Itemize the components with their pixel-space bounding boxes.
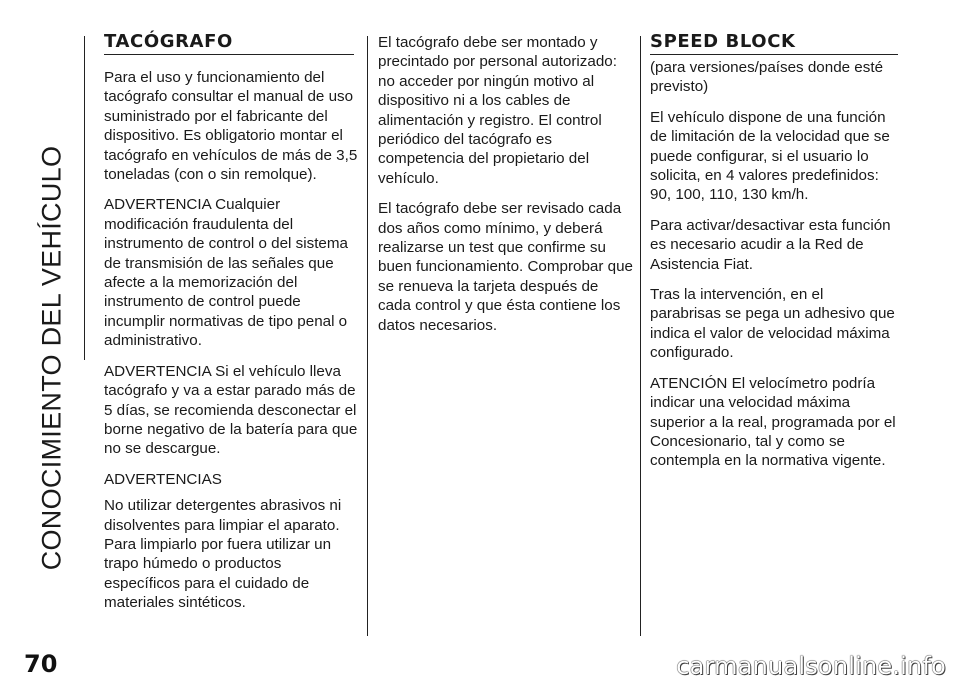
- column-tacografo-continued: [378, 30, 634, 346]
- paragraph: Para activar/desactivar esta función es necesario acudir a la Red de Asistencia Fiat.: [650, 216, 891, 273]
- column-divider-1: [367, 36, 368, 636]
- paragraph: Para el uso y funcionamiento del tacógrafo consultar el manual de uso suministrado por el fabricante del dispositivo. Es obligatorio montar el tacógrafo en vehículos de más de 3,5 toneladas (con o sin remolque).: [104, 69, 358, 184]
- paragraph: ADVERTENCIA Cualquier modificación fraudulenta del instrumento de control o del sistema de transmisión de las señales que afecte a la memorización del instrumento de control puede incumplir normativas de tipo penal o administrativo.: [104, 196, 348, 350]
- paragraph: Tras la intervención, en el parabrisas se pega un adhesivo que indica el valor de velocidad máxima configurado.: [650, 286, 895, 362]
- paragraph: ADVERTENCIA Si el vehículo lleva tacógrafo y va a estar parado más de 5 días, se recomienda desconectar el borne negativo de la batería para que no se descargue.: [104, 362, 358, 458]
- column-divider-2: [640, 36, 641, 636]
- paragraph: (para versiones/países donde esté previsto): [650, 59, 884, 96]
- paragraph: ATENCIÓN El velocímetro podría indicar una velocidad máxima superior a la real, programada por el Concesionario, tal y como se contempla en la normativa vigente.: [650, 374, 896, 470]
- section-title-tacografo: TACÓGRAFO: [104, 30, 354, 55]
- paragraph: No utilizar detergentes abrasivos ni disolventes para limpiar el aparato. Para limpiarlo por fuera utilizar un trapo húmedo o productos específicos para el cuidado de materiales sintéticos.: [104, 497, 342, 612]
- side-divider: [84, 36, 85, 360]
- watermark: carmanualsonline.info: [676, 652, 946, 680]
- paragraph: El vehículo dispone de una función de limitación de la velocidad que se puede configurar, si el usuario lo solicita, en 4 valores predefinidos: 90, 100, 110, 130 km/h.: [650, 108, 890, 204]
- page-number: 70: [24, 650, 58, 678]
- chapter-side-title-text: CONOCIMIENTO DEL VEHÍCULO: [36, 145, 67, 571]
- column-speed-block: [650, 30, 898, 482]
- paragraph: El tacógrafo debe ser montado y precintado por personal autorizado: no acceder por ningún motivo al dispositivo ni a los cables de alimentación y registro. El control periódico del tacógrafo es competencia del propietario del vehículo.: [378, 34, 617, 187]
- paragraph: ADVERTENCIAS: [104, 470, 222, 488]
- section-title-speed-block: SPEED BLOCK: [650, 30, 898, 55]
- paragraph: El tacógrafo debe ser revisado cada dos años como mínimo, y deberá realizarse un test que confirme su buen funcionamiento. Comprobar que se renueva la tarjeta después de cada control y que ésta contiene los datos necesarios.: [378, 200, 633, 334]
- column-tacografo: [104, 30, 360, 624]
